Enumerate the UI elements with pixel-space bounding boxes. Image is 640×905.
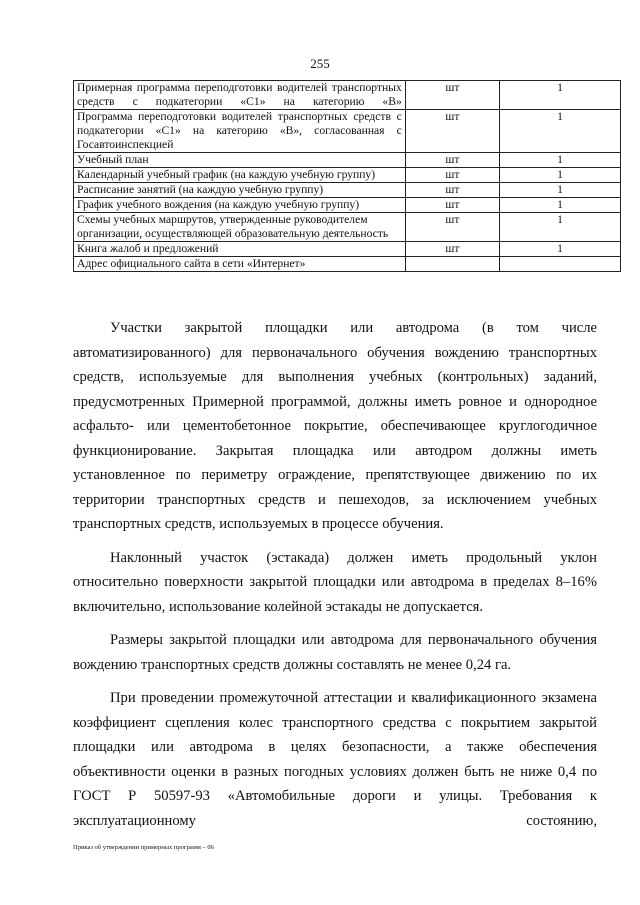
table-cell-doc: Расписание занятий (на каждую учебную группу): [74, 183, 406, 198]
table-cell-qty: 1: [500, 168, 621, 183]
table-cell-unit: шт: [405, 153, 499, 168]
table-cell-doc: Учебный план: [74, 153, 406, 168]
table-cell-qty: 1: [500, 81, 621, 110]
table-cell-doc: Книга жалоб и предложений: [74, 242, 406, 257]
table-cell-qty: 1: [500, 110, 621, 153]
table-cell-doc: Примерная программа переподготовки водителей транспортных средств с подкатегории «С1» на категорию «В»: [74, 81, 406, 110]
table-cell-unit: шт: [405, 198, 499, 213]
table-cell-qty: 1: [500, 198, 621, 213]
table-row: [74, 198, 621, 213]
table-cell-doc: Программа переподготовки водителей транспортных средств с подкатегории «С1» на категорию «В», согласованная с Госавтоинспекцией: [74, 110, 406, 153]
table-row: [74, 153, 621, 168]
table-cell-unit: шт: [405, 183, 499, 198]
footer-note: Приказ об утверждении примерных программ – 06: [73, 844, 214, 851]
table-cell-unit: шт: [405, 81, 499, 110]
table-cell-qty: 1: [500, 153, 621, 168]
body-text: [73, 316, 597, 833]
table-cell-qty: [500, 257, 621, 272]
paragraph: Наклонный участок (эстакада) должен иметь продольный уклон относительно поверхности закрытой площадки или автодрома в пределах 8–16% включительно, использование колейной эстакады не допускается.: [73, 549, 597, 615]
paragraph: Участки закрытой площадки или автодрома (в том числе автоматизированного) для первоначального обучения вождению транспортных средств, используемые для выполнения учебных (контрольных) заданий, предусмотренных Примерной программой, должны иметь ровное и однородное асфальто- или цементобетонное покрытие, обеспечивающее круглогодичное функционирование. Закрытая площадка или автодром должны иметь установленное по периметру ограждение, препятствующее движению по их территории транспортных средств и пешеходов, за исключением учебных транспортных средств, используемых в процессе обучения.: [73, 320, 597, 532]
table-cell-unit: шт: [405, 110, 499, 153]
table-row: [74, 110, 621, 153]
table-cell-unit: шт: [405, 242, 499, 257]
table-row: [74, 168, 621, 183]
table-cell-unit: шт: [405, 168, 499, 183]
table-cell-qty: 1: [500, 242, 621, 257]
table-row: [74, 81, 621, 110]
table-row: [74, 183, 621, 198]
table-row: [74, 213, 621, 242]
table-cell-doc: Календарный учебный график (на каждую учебную группу): [74, 168, 406, 183]
paragraph: При проведении промежуточной аттестации и квалификационного экзамена коэффициент сцепления колес транспортного средства с покрытием закрытой площадки или автодрома в целях безопасности, а также обеспечения объективности оценки в разных погодных условиях должен быть не ниже 0,4 по ГОСТ Р 50597-93 «Автомобильные дороги и улицы. Требования к эксплуатационному состоянию,: [73, 690, 597, 829]
table-cell-doc: Адрес официального сайта в сети «Интернет»: [74, 257, 406, 272]
table-row: [74, 257, 621, 272]
paragraph: Размеры закрытой площадки или автодрома для первоначального обучения вождению транспортных средств должны составлять не менее 0,24 га.: [73, 632, 597, 673]
table-cell-qty: 1: [500, 213, 621, 242]
page-number: 255: [310, 56, 330, 71]
table-cell-doc: Схемы учебных маршрутов, утвержденные руководителем организации, осуществляющей образовательную деятельность: [74, 213, 406, 242]
table-cell-doc: График учебного вождения (на каждую учебную группу): [74, 198, 406, 213]
table-cell-unit: [405, 257, 499, 272]
table-cell-unit: шт: [405, 213, 499, 242]
table-cell-qty: 1: [500, 183, 621, 198]
table-row: [74, 242, 621, 257]
documents-table: [73, 80, 621, 272]
